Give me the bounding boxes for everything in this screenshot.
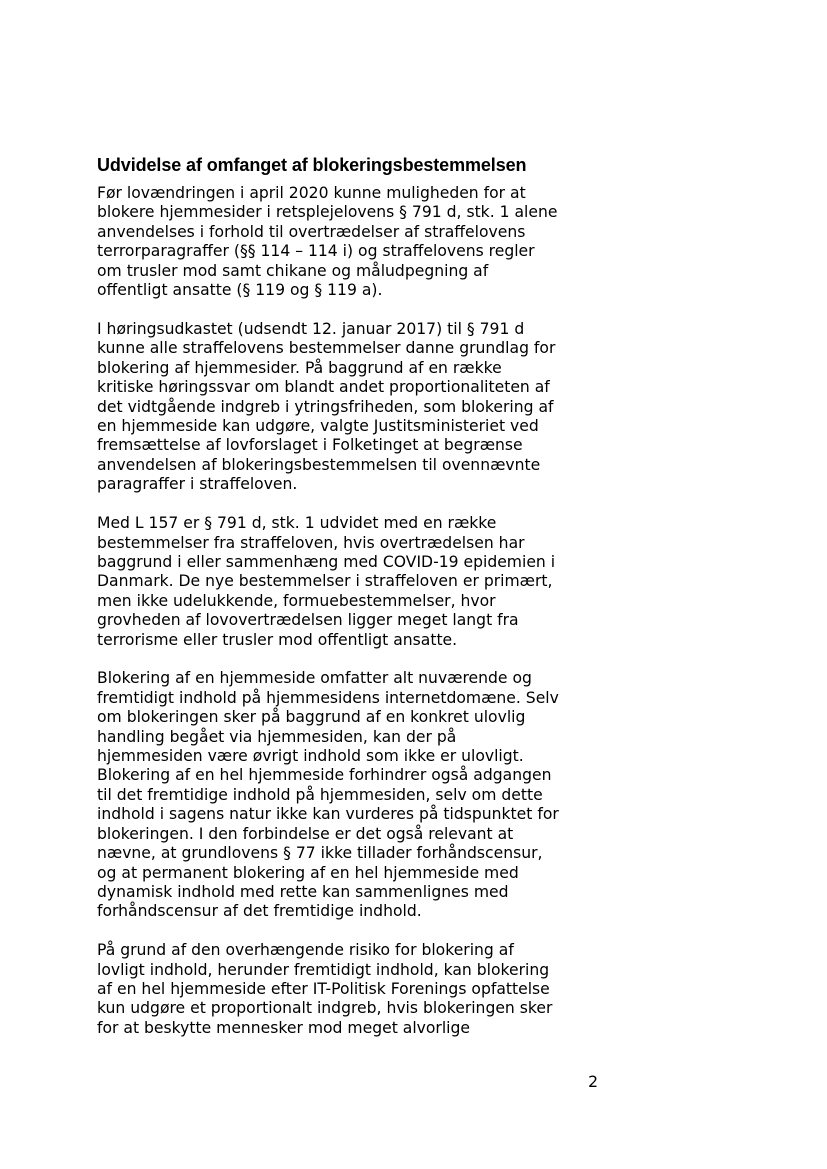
text-line: terrorisme eller trusler mod offentligt ansatte. [97,630,458,649]
text-line: for at beskytte mennesker mod meget alvorlige [97,1018,470,1037]
text-line: forhåndscensur af det fremtidige indhold. [97,902,422,921]
text-line: kritiske høringssvar om blandt andet proportionaliteten af [97,378,550,397]
paragraph [97,514,597,650]
text-line: kunne alle straffelovens bestemmelser danne grundlag for [97,339,556,358]
text-line: men ikke udelukkende, formuebestemmelser, hvor [97,591,496,610]
text-line: baggrund i eller sammenhæng med COVID-19 epidemien i [97,552,556,571]
text-line: hjemmesiden være øvrigt indhold som ikke er ulovligt. [97,747,524,766]
text-line: fremtidigt indhold på hjemmesidens internetdomæne. Selv [97,688,559,707]
text-line: lovligt indhold, herunder fremtidigt indhold, kan blokering [97,960,550,979]
section-heading: Udvidelse af omfanget af blokeringsbestemmelsen [97,155,527,175]
text-line: Før lovændringen i april 2020 kunne muligheden for at [97,184,526,202]
text-line: På grund af den overhængende risiko for blokering af [97,941,514,960]
text-line: kun udgøre et proportionalt indgreb, hvis blokeringen sker [97,999,553,1018]
text-line: Med L 157 er § 791 d, stk. 1 udvidet med en række [97,514,497,533]
text-line: grovheden af lovovertrædelsen ligger meget langt fra [97,611,519,630]
text-line: blokere hjemmesider i retsplejelovens § 791 d, stk. 1 alene [97,203,558,222]
text-line: indhold i sagens natur ikke kan vurderes på tidspunktet for [97,805,559,824]
text-line: om blokeringen sker på baggrund af en konkret ulovlig [97,708,526,727]
text-line: I høringsudkastet (udsendt 12. januar 2017) til § 791 d [97,319,525,338]
text-line: Danmark. De nye bestemmelser i straffeloven er primært, [97,572,553,591]
text-line: og at permanent blokering af en hel hjemmeside med [97,863,519,882]
text-line: handling begået via hjemmesiden, kan der på [97,727,457,746]
text-line: Blokering af en hjemmeside omfatter alt nuværende og [97,669,532,688]
text-line: terrorparagraffer (§§ 114 – 114 i) og straffelovens regler [97,242,535,261]
text-line: nævne, at grundlovens § 77 ikke tillader forhåndscensur, [97,844,543,863]
text-line: det vidtgående indgreb i ytringsfriheden, som blokering af [97,397,554,416]
text-line: Blokering af en hel hjemmeside forhindrer også adgangen [97,766,552,785]
paragraph [97,941,597,1038]
text-line: en hjemmeside kan udgøre, valgte Justitsministeriet ved [97,416,539,435]
text-line: blokeringen. I den forbindelse er det også relevant at [97,824,514,843]
text-line: offentligt ansatte (§ 119 og § 119 a). [97,281,383,300]
text-line: paragraffer i straffeloven. [97,475,298,494]
paragraph [97,320,597,495]
page-number: 2 [588,1073,598,1091]
text-line: bestemmelser fra straffeloven, hvis overtrædelsen har [97,533,525,552]
paragraph [97,669,597,921]
text-line: dynamisk indhold med rette kan sammenlignes med [97,882,509,901]
text-line: blokering af hjemmesider. På baggrund af en række [97,358,502,377]
text-line: om trusler mod samt chikane og måludpegning af [97,261,489,280]
paragraph [97,184,597,300]
text-line: af en hel hjemmeside efter IT-Politisk Forenings opfattelse [97,980,550,999]
text-line: fremsættelse af lovforslaget i Folketinget at begrænse [97,436,523,455]
text-line: anvendelsen af blokeringsbestemmelsen til ovennævnte [97,455,541,474]
body-text [97,184,597,1058]
text-line: til det fremtidige indhold på hjemmesiden, selv om dette [97,785,543,804]
text-line: anvendelses i forhold til overtrædelser af straffelovens [97,222,526,241]
